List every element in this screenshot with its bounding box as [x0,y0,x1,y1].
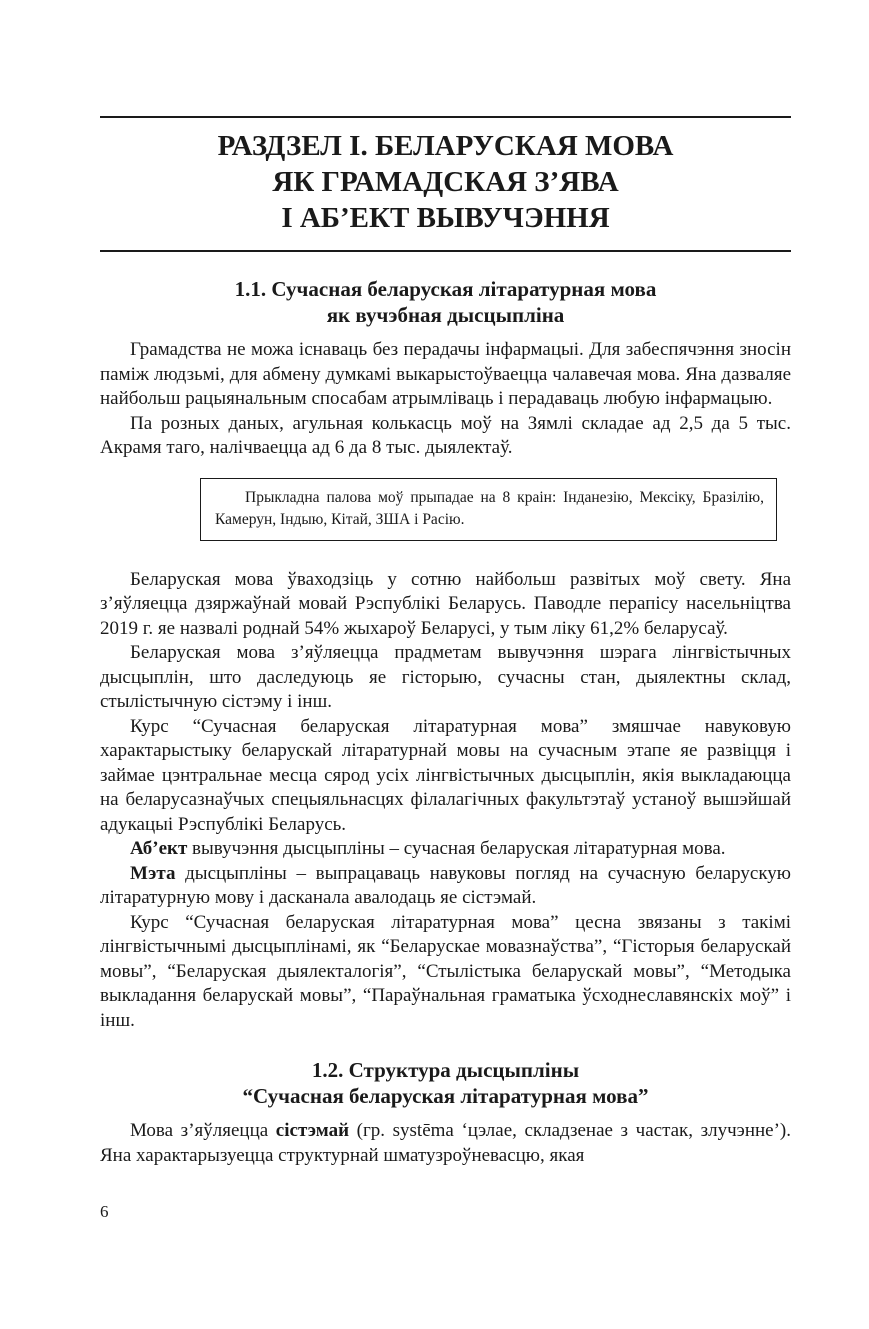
chapter-title-line: РАЗДЗЕЛ I. БЕЛАРУСКАЯ МОВА [217,130,674,162]
section-title-line: 1.2. Структура дысцыпліны [311,1058,580,1082]
section-2-title [100,1057,791,1109]
section-title-line: “Сучасная беларуская літаратурная мова” [242,1084,649,1108]
term-system: сістэмай [275,1120,350,1141]
note-box: Прыкладна палова моў прыпадае на 8 краін: Інданезію, Мексіку, Бразілію, Камерун, Індыю, Кітай, ЗША і Расію. [200,478,777,541]
paragraph: Курс “Сучасная беларуская літаратурная мова” змяшчае навуковую характарыстыку беларускай літаратурнай мовы на сучасным этапе яе развіцця і займае цэнтральнае месца сярод усіх лінгвістычных дысцыплін, якія выкладаюцца на беларусазнаўчых спецыяльнасцях філалагічных факультэтаў устаноў вышэйшай адукацыі Рэспублікі Беларусь. [100,715,791,835]
paragraph-text: (гр. systēma ‘цэлае, складзенае з частак, злучэнне’). Яна характарызуецца структурнай шматузроўневасцю, якая [100,1120,791,1166]
paragraph-object [100,837,791,862]
paragraph: Грамадства не можа існаваць без перадачы інфармацыі. Для забеспячэння зносін паміж людзьмі, для абмену думкамі выкарыстоўваецца чалавечая мова. Яна дазваляе найбольш рацыянальным спосабам атрымліваць і перадаваць любую інфармацыю. [100,339,791,409]
term-goal: Мэта [130,862,176,884]
section-1-title [100,276,791,328]
chapter-title-line: І АБ’ЕКТ ВЫВУЧЭННЯ [281,202,610,234]
bottom-rule [100,250,791,252]
paragraph-goal [100,862,791,911]
paragraph: Па розных даных, агульная колькасць моў на Зямлі складае ад 2,5 да 5 тыс. Акрамя таго, налічваецца ад 6 да 8 тыс. дыялектаў. [100,412,791,458]
paragraph-system [100,1119,791,1168]
paragraph-text: дысцыпліны – выпрацаваць навуковы погляд на сучасную беларускую літаратурную мову і дасканала авалодаць яе сістэмай. [100,862,791,908]
paragraph: Беларуская мова ўваходзіць у сотню найбольш развітых моў свету. Яна з’яўляецца дзяржаўнай мовай Рэспублікі Беларусь. Паводле перапісу насельніцтва 2019 г. яе назвалі роднай 54% жыхароў Беларусі, у тым ліку 61,2% беларусаў. [100,568,791,639]
paragraph: Курс “Сучасная беларуская літаратурная мова” цесна звязаны з такімі лінгвістычнымі дысцыплінамі, як “Беларускае мовазнаўства”, “Гісторыя беларускай мовы”, “Беларуская дыялекталогія”, “Стылістыка беларускай мовы”, “Методыка выкладання беларускай мовы”, “Параўнальная граматыка ўсходнеславянскіх моў” і інш. [100,911,791,1031]
page-number: 6 [100,1202,109,1221]
page-body [100,116,791,1168]
top-rule [100,116,791,118]
paragraph-text: вывучэння дысцыпліны – сучасная беларуская літаратурная мова. [187,838,726,859]
section-title-line: як вучэбная дысцыпліна [326,303,565,327]
chapter-title [100,128,791,236]
paragraph-text: Мова з’яўляецца [130,1120,276,1141]
section-title-line: 1.1. Сучасная беларуская літаратурная мова [234,277,657,301]
chapter-title-line: ЯК ГРАМАДСКАЯ З’ЯВА [272,166,619,198]
term-object: Аб’ект [130,838,188,859]
paragraph: Беларуская мова з’яўляецца прадметам вывучэння шэрага лінгвістычных дысцыплін, што даследуюць яе гісторыю, сучасны стан, дыялектны склад, стылістычную сістэму і інш. [100,642,791,712]
